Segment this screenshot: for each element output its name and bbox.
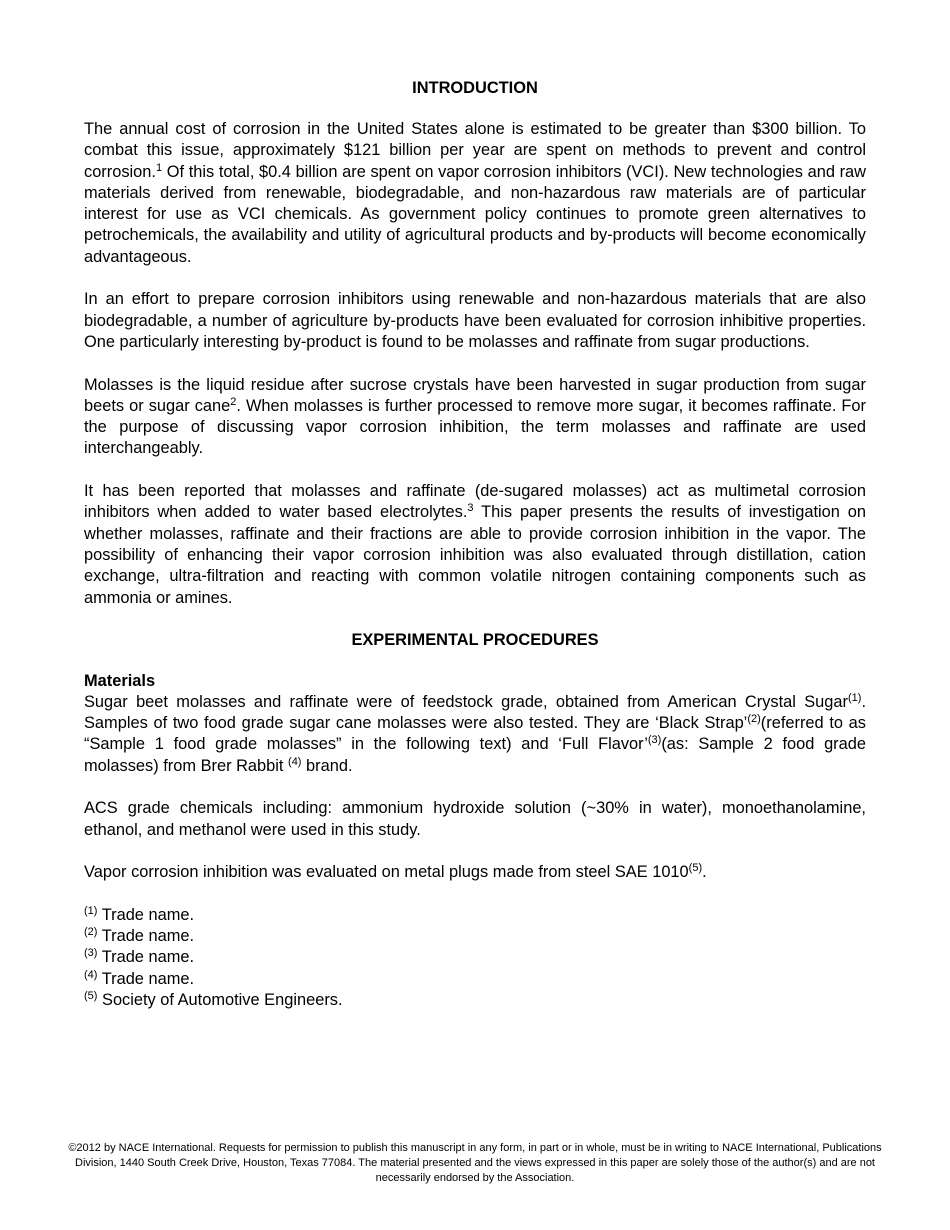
text-run: The annual cost of corrosion in the United States alone is estimated to be greater than $300 billion. To combat this issue, approximately $121 billion per year are spent on methods to prevent and control corrosion.	[84, 120, 866, 181]
footnote-mark: (4)	[84, 968, 98, 981]
copyright-footer: ©2012 by NACE International. Requests for permission to publish this manuscript in any form, in part or in whole, must be in writing to NACE International, Publications Division, 1440 South Creek Drive, Houston, Texas 77084. The material presented and the views expressed in this paper are solely those of the author(s) and are not necessarily endorsed by the Association.	[68, 1142, 882, 1184]
citation-ref: 2	[230, 395, 237, 408]
materials-paragraph-3	[84, 862, 866, 883]
text-run: . Samples of two food grade sugar cane molasses were also tested. They are ‘Black Strap’	[84, 692, 866, 733]
footnote-ref: (3)	[647, 734, 662, 747]
materials-paragraph-2: ACS grade chemicals including: ammonium hydroxide solution (~30% in water), monoethanolamine, ethanol, and methanol were used in this study.	[84, 799, 866, 839]
footnote-mark: (1)	[84, 904, 98, 917]
footnote-list	[84, 905, 866, 1011]
section-heading-experimental: EXPERIMENTAL PROCEDURES	[351, 630, 599, 649]
footnote-text: Trade name.	[97, 905, 195, 924]
text-run: Of this total, $0.4 billion are spent on vapor corrosion inhibitors (VCI). New technologies and raw materials derived from renewable, biodegradable, and non-hazardous raw materials are of particular interest for use as VCI chemicals. As government policy continues to promote green alternatives to petrochemicals, the availability and utility of agricultural products and by-products will become economically advantageous.	[84, 162, 866, 266]
footnote-text: Society of Automotive Engineers.	[97, 990, 343, 1009]
footnote-ref: (4)	[288, 755, 302, 768]
text-run: (referred to as “Sample 1 food grade molasses” in the following text) and ‘Full Flavor’	[84, 714, 866, 754]
footnote-text: Trade name.	[97, 927, 195, 946]
text-run: Molasses is the liquid residue after sucrose crystals have been harvested in sugar production from sugar beets or sugar cane	[84, 375, 866, 415]
paper-page	[84, 78, 866, 1011]
text-run: . When molasses is further processed to remove more sugar, it becomes raffinate. For the purpose of discussing vapor corrosion inhibition, the term molasses and raffinate are used interchangeably.	[84, 396, 867, 458]
text-run: Vapor corrosion inhibition was evaluated on metal plugs made from steel SAE 1010	[84, 863, 689, 882]
intro-paragraph-2: In an effort to prepare corrosion inhibitors using renewable and non-hazardous materials that are also biodegradable, a number of agriculture by-products have been evaluated for corrosion inhibitive properties. One particularly interesting by-product is found to be molasses and raffinate from sugar productions.	[84, 290, 866, 351]
text-run: (as: Sample 2 food grade molasses) from Brer Rabbit	[84, 735, 866, 775]
footnote-item	[84, 905, 866, 926]
footnote-item	[84, 926, 866, 947]
footnote-ref: (2)	[747, 713, 761, 726]
footnote-mark: (2)	[84, 926, 98, 939]
text-run: This paper presents the results of investigation on whether molasses, raffinate and their fractions are able to provide corrosion inhibition in the vapor. The possibility of enhancing their vapor corrosion inhibition was also evaluated through distillation, cation exchange, ultra-filtration and reacting with common volatile nitrogen containing components such as ammonia or amines.	[84, 503, 867, 607]
subsection-heading-materials: Materials	[84, 671, 156, 690]
text-run: It has been reported that molasses and raffinate (de-sugared molasses) act as multimetal corrosion inhibitors when added to water based electrolytes.	[84, 482, 866, 522]
footnote-ref: (1)	[847, 691, 862, 704]
materials-paragraph-1	[84, 692, 866, 777]
footnote-text: Trade name.	[97, 969, 195, 988]
footnote-item	[84, 990, 866, 1011]
footnote-text: Trade name.	[97, 948, 195, 967]
intro-paragraph-3	[84, 375, 866, 460]
footnote-mark: (5)	[84, 989, 98, 1002]
text-run: Sugar beet molasses and raffinate were of feedstock grade, obtained from American Crystal Sugar	[84, 692, 848, 711]
footnote-ref: (5)	[688, 862, 703, 875]
section-heading-introduction: INTRODUCTION	[412, 79, 538, 97]
intro-paragraph-1	[84, 119, 866, 268]
footnote-item	[84, 969, 866, 990]
text-run: brand.	[301, 756, 353, 775]
citation-ref: 3	[467, 502, 474, 515]
footnote-item	[84, 947, 866, 968]
intro-paragraph-4	[84, 481, 866, 609]
footnote-mark: (3)	[84, 947, 98, 960]
citation-ref: 1	[155, 161, 163, 174]
text-run: .	[702, 863, 707, 882]
